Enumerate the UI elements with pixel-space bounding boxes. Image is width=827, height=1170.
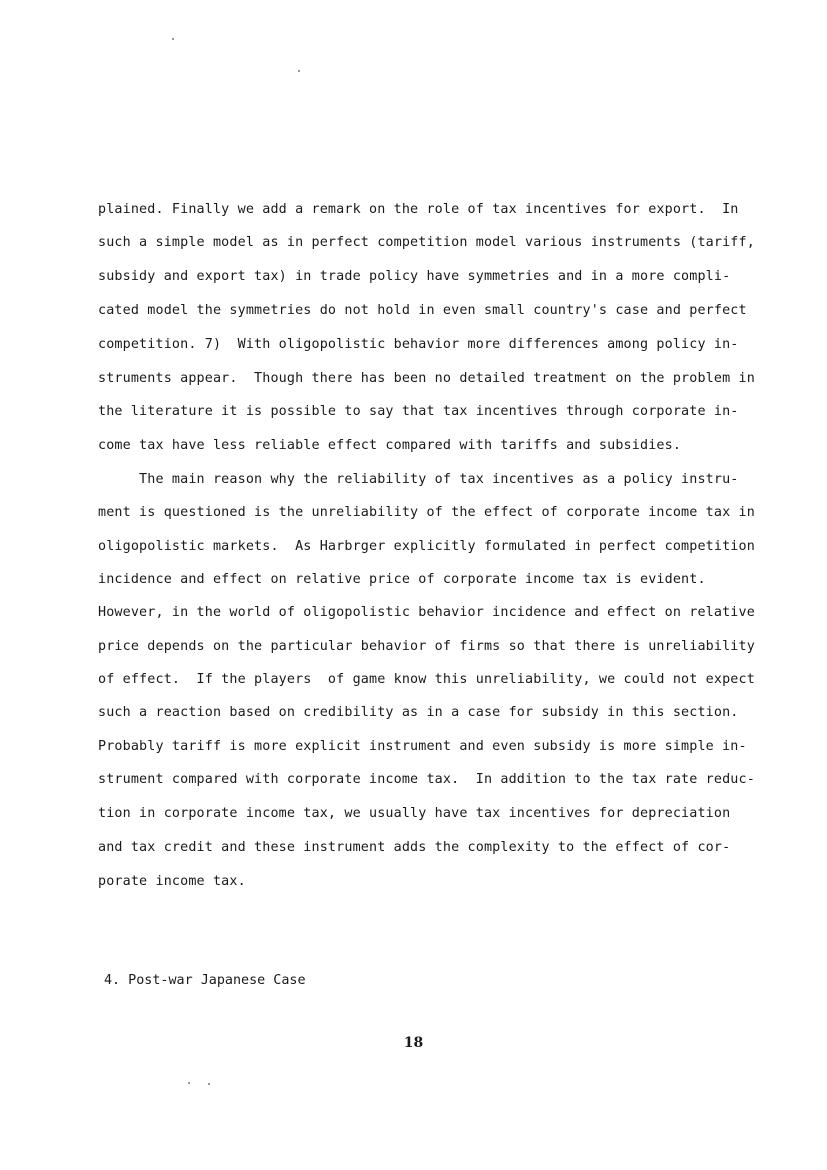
scan-speck	[188, 1082, 190, 1084]
text-line: of effect. If the players of game know this unreliability, we could not expect	[98, 672, 755, 687]
page-number: 18	[403, 1035, 424, 1051]
text-line: come tax have less reliable effect compared with tariffs and subsidies.	[98, 438, 682, 453]
text-line: such a simple model as in perfect competition model various instruments (tariff,	[98, 235, 755, 250]
text-line: and tax credit and these instrument adds the complexity to the effect of cor-	[98, 840, 731, 855]
text-line: ment is questioned is the unreliability of the effect of corporate income tax in	[98, 505, 755, 520]
text-line: the literature it is possible to say that tax incentives through corporate in-	[98, 404, 739, 419]
section-heading: 4. Post-war Japanese Case	[104, 973, 306, 988]
text-line: porate income tax.	[98, 874, 246, 889]
scan-speck	[172, 38, 174, 40]
text-line: plained. Finally we add a remark on the role of tax incentives for export. In	[98, 202, 739, 217]
text-line: cated model the symmetries do not hold in even small country's case and perfect	[98, 303, 747, 318]
text-line: However, in the world of oligopolistic behavior incidence and effect on relative	[98, 605, 755, 620]
text-line: strument compared with corporate income tax. In addition to the tax rate reduc-	[98, 772, 755, 787]
text-line: competition. 7) With oligopolistic behavior more differences among policy in-	[98, 337, 739, 352]
text-line: The main reason why the reliability of tax incentives as a policy instru-	[98, 472, 739, 487]
scan-speck	[208, 1083, 210, 1085]
text-line: tion in corporate income tax, we usually have tax incentives for depreciation	[98, 806, 731, 821]
text-line: incidence and effect on relative price of corporate income tax is evident.	[98, 572, 706, 587]
text-line: such a reaction based on credibility as in a case for subsidy in this section.	[98, 705, 739, 720]
text-line: struments appear. Though there has been no detailed treatment on the problem in	[98, 371, 755, 386]
scan-speck	[298, 70, 300, 72]
text-line: oligopolistic markets. As Harbrger explicitly formulated in perfect competition	[98, 539, 755, 554]
text-line: subsidy and export tax) in trade policy have symmetries and in a more compli-	[98, 269, 731, 284]
text-line: Probably tariff is more explicit instrument and even subsidy is more simple in-	[98, 739, 747, 754]
text-line: price depends on the particular behavior of firms so that there is unreliability	[98, 639, 755, 654]
